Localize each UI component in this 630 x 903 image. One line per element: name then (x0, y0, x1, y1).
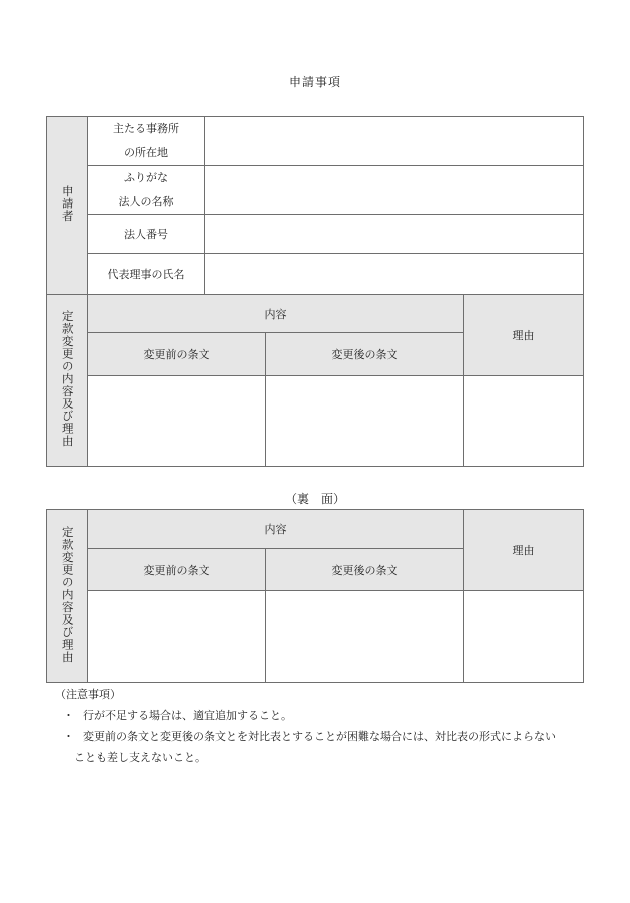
back-content-header: 内容 (88, 510, 464, 549)
reason-field[interactable] (464, 376, 584, 467)
representative-name-field[interactable] (205, 254, 584, 295)
application-form-table (46, 116, 584, 467)
back-reason-field[interactable] (464, 591, 584, 683)
before-article-header: 変更前の条文 (88, 333, 266, 376)
note-item: ・ 行が不足する場合は、適宜追加すること。 (55, 705, 595, 726)
office-location-label: 主たる事務所 の所在地 (88, 117, 205, 166)
corporate-number-field[interactable] (205, 215, 584, 254)
bullet-icon: ・ (63, 730, 74, 743)
corporation-name-label: ふりがな 法人の名称 (88, 166, 205, 215)
back-before-article-field[interactable] (88, 591, 266, 683)
before-article-field[interactable] (88, 376, 266, 467)
back-after-article-field[interactable] (266, 591, 464, 683)
reason-header: 理由 (464, 295, 584, 376)
after-article-field[interactable] (266, 376, 464, 467)
notes-heading: （注意事項） (55, 688, 121, 701)
amendment-group-label: 定款変更の内容及び理由 (47, 295, 88, 467)
corporate-number-label: 法人番号 (88, 215, 205, 254)
corporation-name-field[interactable] (205, 166, 584, 215)
note-item-continuation: ことも差し支えないこと。 (74, 751, 206, 764)
representative-name-label: 代表理事の氏名 (88, 254, 205, 295)
note-item: ・ 変更前の条文と変更後の条文とを対比表とすることが困難な場合には、対比表の形式によらない (55, 726, 595, 747)
back-after-article-header: 変更後の条文 (266, 549, 464, 591)
notes-section (55, 684, 595, 768)
page-title: 申請事項 (288, 75, 341, 89)
back-side-label: （裏 面） (284, 492, 345, 506)
applicant-group-label: 申請者 (47, 117, 88, 295)
office-location-field[interactable] (205, 117, 584, 166)
bullet-icon: ・ (63, 709, 74, 722)
content-header: 内容 (88, 295, 464, 333)
after-article-header: 変更後の条文 (266, 333, 464, 376)
back-before-article-header: 変更前の条文 (88, 549, 266, 591)
back-reason-header: 理由 (464, 510, 584, 591)
back-amendment-table (46, 509, 584, 683)
back-amendment-group-label: 定款変更の内容及び理由 (47, 510, 88, 683)
